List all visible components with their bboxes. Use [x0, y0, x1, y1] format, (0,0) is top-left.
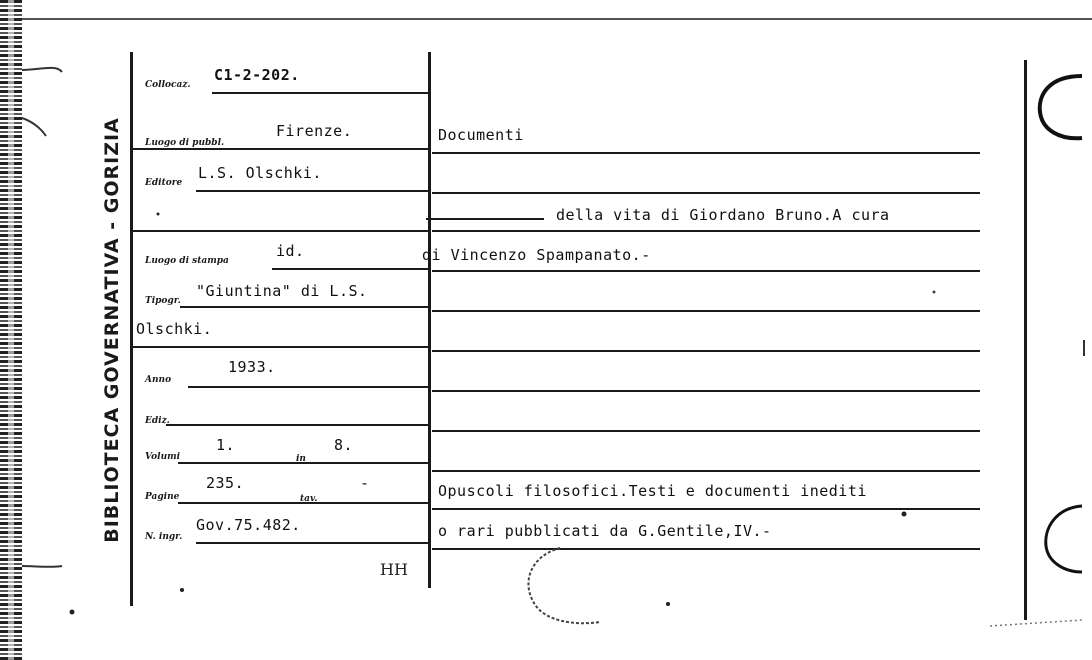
label-tav: tav.: [300, 494, 318, 504]
label-n-ingr: N. ingr.: [145, 532, 183, 542]
value-formato: 8.: [334, 436, 354, 454]
label-luogo-stampa: Luogo di stampa: [145, 256, 229, 266]
value-luogo-stampa: id.: [276, 242, 305, 260]
label-luogo-pubbl: Luogo di pubbl.: [145, 138, 225, 148]
desc-line-2: della vita di Giordano Bruno.A cura: [556, 206, 890, 224]
value-pagine: 235.: [206, 474, 245, 492]
value-tavole: -: [360, 474, 370, 492]
value-editore: L.S. Olschki.: [198, 164, 322, 182]
label-editore: Editore: [145, 178, 183, 188]
desc-line-4: Opuscoli filosofici.Testi e documenti inediti: [438, 482, 867, 500]
label-volumi: Volumi: [145, 452, 181, 462]
library-name: BIBLIOTECA GOVERNATIVA - GORIZIA: [101, 117, 123, 543]
value-tipogr-line1: "Giuntina" di L.S.: [196, 282, 368, 300]
value-n-ingr: Gov.75.482.: [196, 516, 301, 534]
value-volumi: 1.: [216, 436, 236, 454]
label-tipogr: Tipogr.: [145, 296, 181, 306]
value-collocazione: C1-2-202.: [214, 66, 300, 84]
label-collocazione: Collocaz.: [145, 80, 191, 90]
label-anno: Anno: [145, 375, 172, 385]
desc-line-1: Documenti: [438, 126, 524, 144]
value-anno: 1933.: [228, 358, 276, 376]
value-luogo-pubbl: Firenze.: [276, 122, 353, 140]
handwritten-initials: HH: [380, 560, 408, 579]
label-pagine: Pagine: [145, 492, 180, 502]
desc-line-5: o rari pubblicati da G.Gentile,IV.-: [438, 522, 772, 540]
desc-line-3: di Vincenzo Spampanato.-: [422, 246, 651, 264]
label-ediz: Ediz.: [145, 416, 170, 426]
label-in: in: [296, 454, 306, 464]
value-tipogr-line2: Olschki.: [136, 320, 213, 338]
